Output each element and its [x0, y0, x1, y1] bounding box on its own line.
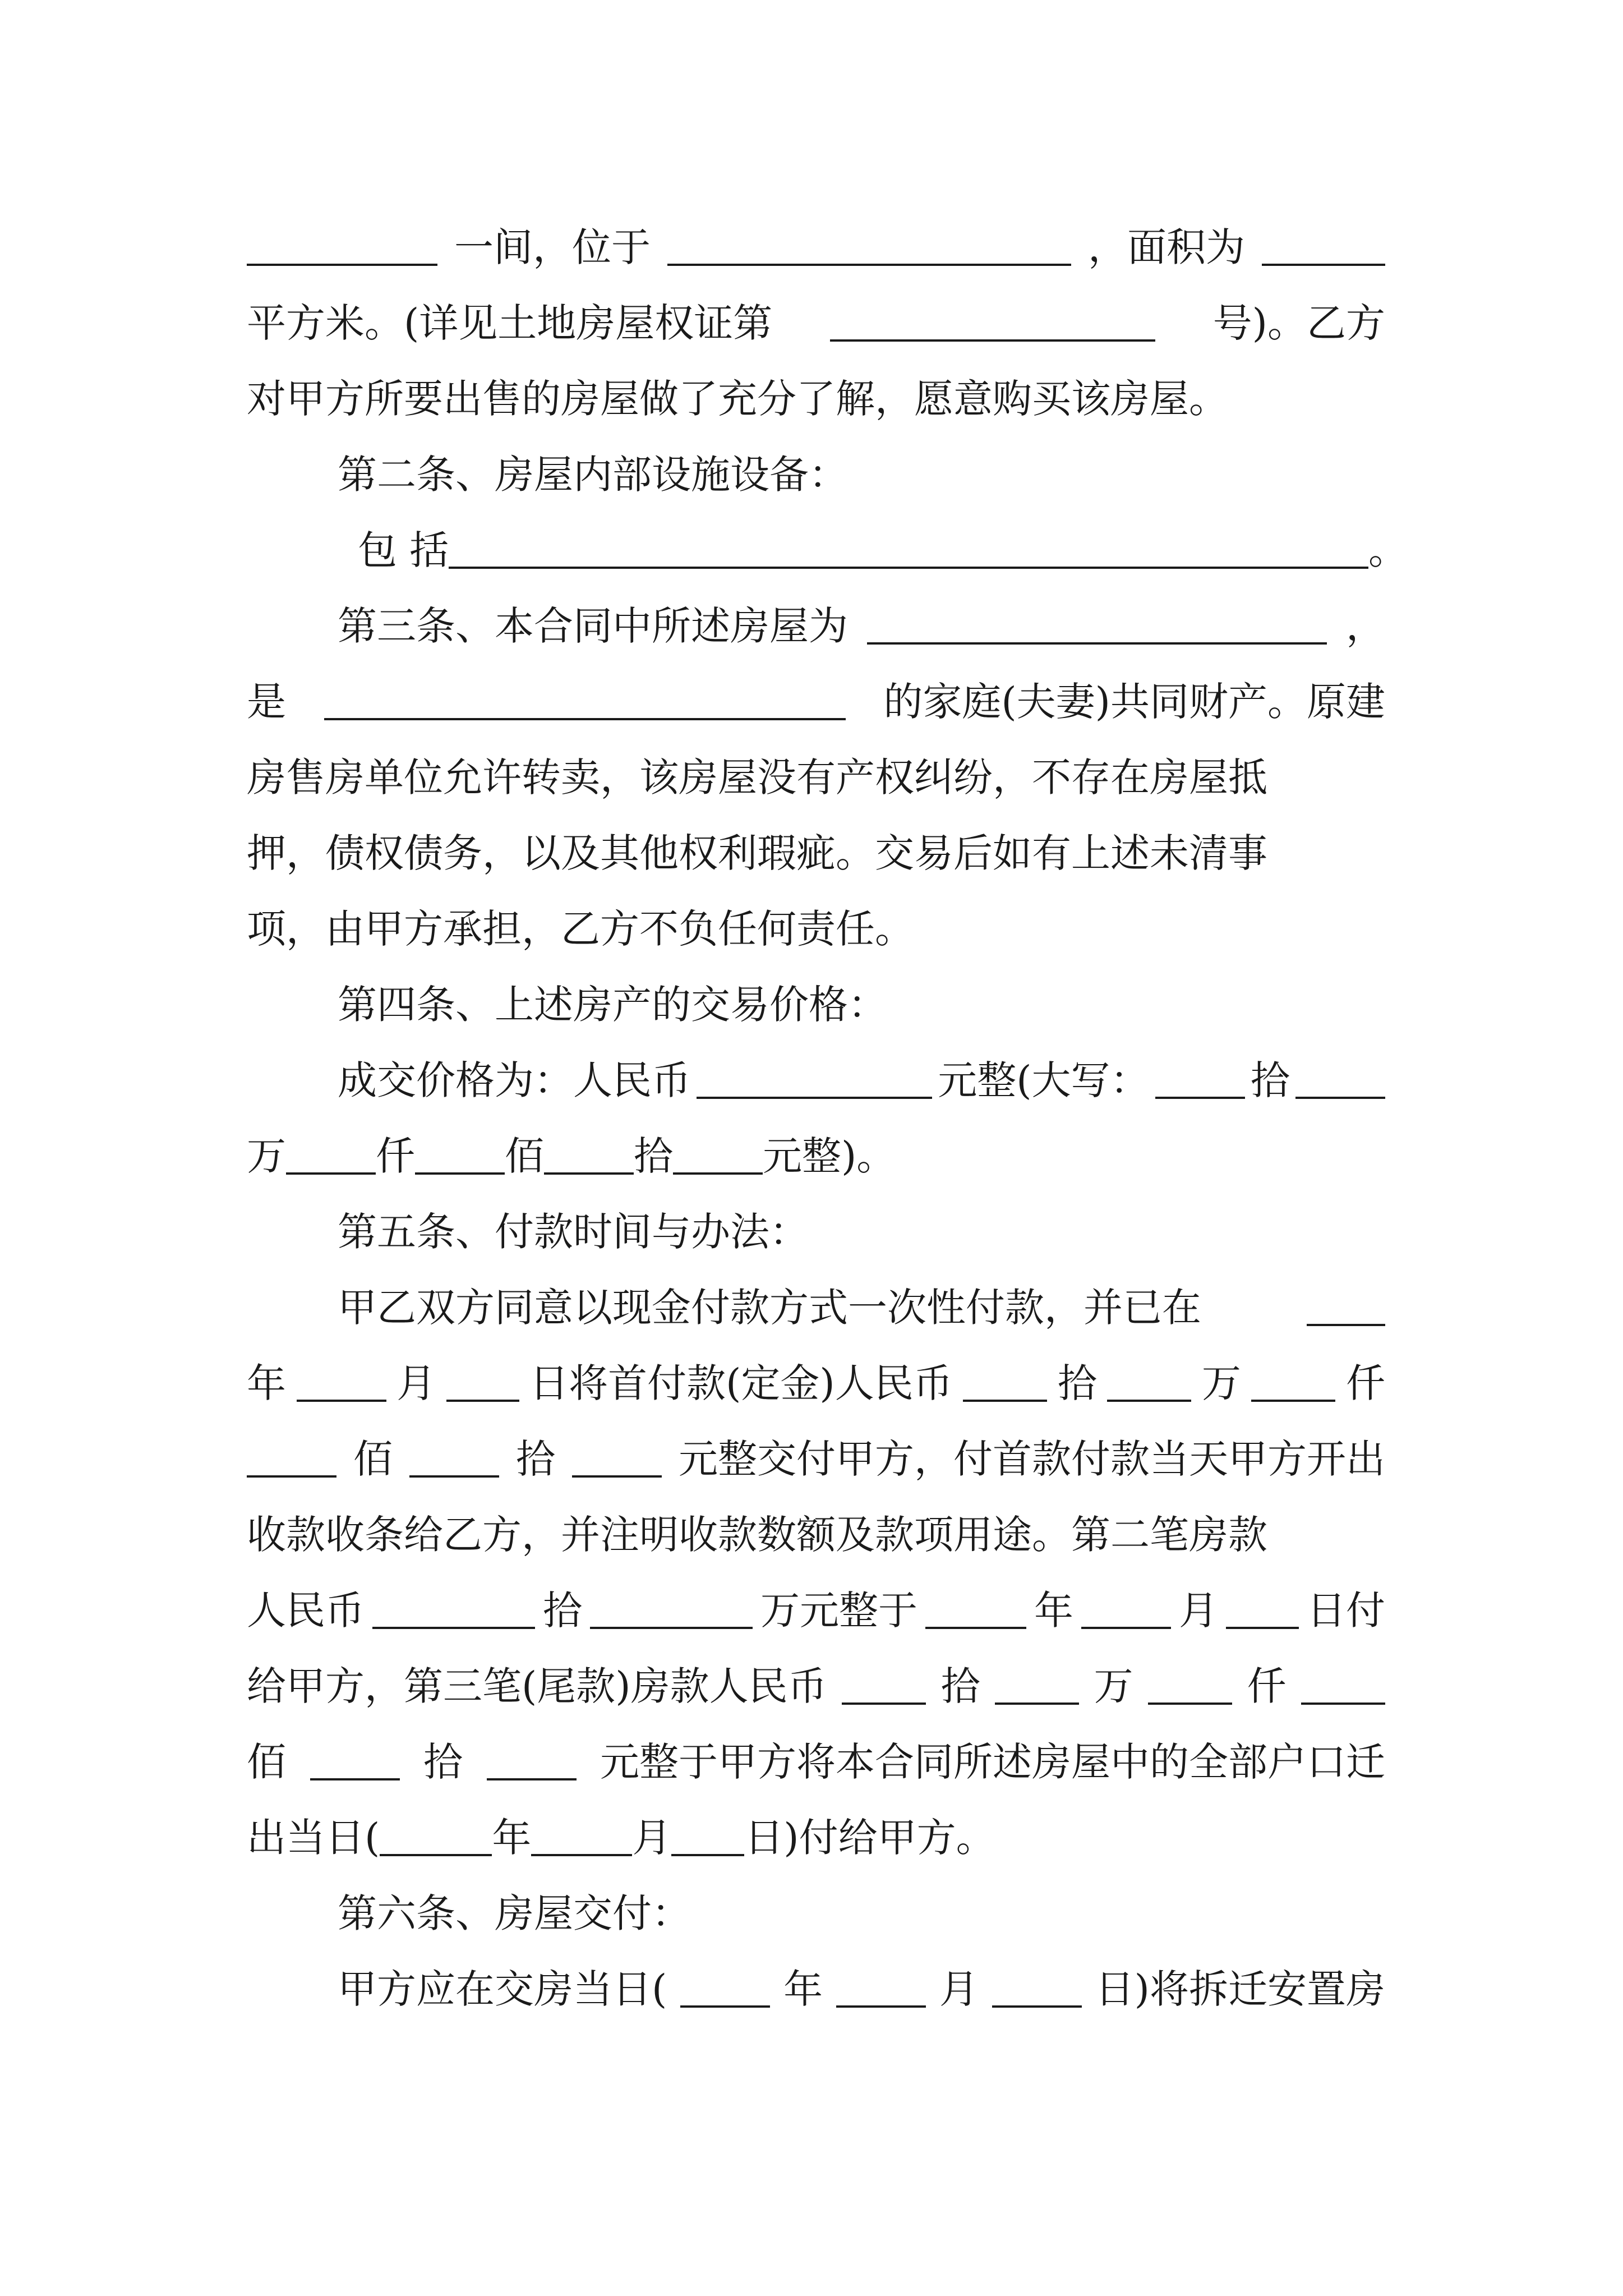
text-line: [247, 1478, 1385, 1557]
fill-blank: [310, 1778, 400, 1780]
text-segment: 对甲方所要出售的房屋做了充分了解，愿意购买该房屋。: [247, 376, 1228, 422]
text-segment: 甲方应在交房当日(: [338, 1966, 667, 2012]
text-segment: 仟: [1345, 1360, 1385, 1406]
text-segment: 佰: [247, 1739, 286, 1785]
text-segment: 日)付给甲方。: [744, 1815, 995, 1861]
fill-blank: [836, 2005, 926, 2008]
fill-blank: [544, 1172, 634, 1175]
text-segment: 的家庭(夫妻)共同财产。原建: [883, 679, 1385, 725]
text-segment: 年: [783, 1966, 823, 2012]
text-segment: 仟: [376, 1133, 415, 1179]
fill-blank: [1107, 1399, 1191, 1402]
text-segment: 月: [396, 1360, 436, 1406]
fill-blank: [1301, 1702, 1385, 1705]
fill-blank: [1307, 1323, 1385, 1326]
text-segment: 万: [1201, 1360, 1241, 1406]
fill-blank: [1155, 1096, 1245, 1099]
fill-blank: [1226, 1626, 1299, 1629]
fill-blank: [1295, 1096, 1385, 1099]
fill-blank: [372, 1626, 535, 1629]
text-line: [338, 1932, 1385, 2011]
fill-blank: [247, 263, 437, 266]
text-segment: 仟: [1247, 1663, 1287, 1709]
text-line: [247, 1099, 1385, 1178]
text-segment: 拾: [1250, 1057, 1290, 1103]
fill-blank: [590, 1626, 753, 1629]
text-segment: 成交价格为：人民币: [338, 1057, 691, 1103]
article-heading: [338, 948, 1385, 1027]
fill-blank: [992, 2005, 1082, 2008]
text-segment: 万元整于: [760, 1588, 917, 1634]
text-segment: 是: [247, 679, 286, 725]
fill-blank: [286, 1172, 376, 1175]
text-segment: 给甲方，第三笔(尾款)房款人民币: [247, 1663, 827, 1709]
text-segment: 一间，位于: [454, 224, 651, 270]
text-segment: 拾: [940, 1663, 980, 1709]
text-segment: 甲乙双方同意以现金付款方式一次性付款，并已在: [338, 1285, 1201, 1331]
text-line: [247, 191, 1385, 269]
fill-blank: [531, 1853, 632, 1856]
text-segment: 收款收条给乙方，并注明收款数额及款项用途。第二笔房款: [247, 1512, 1267, 1558]
text-segment: 年: [1034, 1588, 1073, 1634]
text-segment: 房售房单位允许转卖，该房屋没有产权纠纷，不存在房屋抵: [247, 754, 1267, 800]
text-segment: 月: [1179, 1588, 1218, 1634]
fill-blank: [297, 1399, 386, 1402]
text-segment: 平方米。(详见土地房屋权证第: [247, 300, 773, 346]
text-segment: 元整)。: [763, 1133, 896, 1179]
text-segment: 年: [492, 1815, 532, 1861]
text-line: [247, 342, 1385, 421]
fill-blank: [995, 1702, 1079, 1705]
fill-blank: [925, 1626, 1026, 1629]
text-line: [247, 1630, 1385, 1708]
text-segment: 包 括: [358, 527, 449, 573]
fill-blank: [697, 1096, 932, 1099]
text-segment: ，: [1346, 603, 1385, 649]
text-segment: 拾: [516, 1436, 555, 1482]
fill-blank: [324, 717, 846, 720]
fill-blank: [1262, 263, 1385, 266]
text-segment: 万: [247, 1133, 286, 1179]
fill-blank: [415, 1172, 505, 1175]
fill-blank: [667, 263, 1071, 266]
article-heading: [338, 1857, 1385, 1935]
text-segment: 第六条、房屋交付：: [338, 1890, 691, 1936]
text-segment: 月: [939, 1966, 979, 2012]
text-line: [247, 797, 1385, 875]
fill-blank: [1251, 1399, 1335, 1402]
text-segment: 人民币: [247, 1588, 365, 1634]
text-line: [247, 645, 1385, 724]
fill-blank: [409, 1475, 499, 1478]
fill-blank: [867, 642, 1327, 645]
fill-blank: [1081, 1626, 1171, 1629]
text-segment: 日)将拆迁安置房: [1095, 1966, 1385, 2012]
fill-blank: [446, 1399, 519, 1402]
text-line: [247, 1402, 1385, 1481]
text-segment: 拾: [1057, 1360, 1097, 1406]
text-segment: 第二条、房屋内部设施设备：: [338, 452, 848, 498]
text-line: [338, 569, 1385, 648]
fill-blank: [680, 2005, 770, 2008]
fill-blank: [673, 1172, 763, 1175]
text-segment: 佰: [353, 1436, 393, 1482]
text-segment: 第四条、上述房产的交易价格：: [338, 982, 887, 1028]
fill-blank: [449, 566, 1368, 569]
text-segment: 。: [1368, 527, 1408, 573]
fill-blank: [671, 1853, 744, 1856]
text-line: [247, 1705, 1385, 1784]
fill-blank: [247, 1475, 336, 1478]
text-segment: 佰: [505, 1133, 544, 1179]
fill-blank: [572, 1475, 662, 1478]
text-line: [247, 872, 1385, 951]
fill-blank: [842, 1702, 926, 1705]
fill-blank: [963, 1399, 1047, 1402]
text-segment: 年: [247, 1360, 286, 1406]
text-segment: 日付: [1307, 1588, 1385, 1634]
text-line: [338, 1024, 1385, 1102]
text-line: [358, 494, 1408, 572]
text-segment: 元整于甲方将本合同所述房屋中的全部户口迁: [600, 1739, 1385, 1785]
fill-blank: [830, 339, 1155, 342]
text-segment: 第三条、本合同中所述房屋为: [338, 603, 848, 649]
text-line: [247, 1781, 1385, 1860]
text-segment: 拾: [634, 1133, 673, 1179]
text-segment: 拾: [543, 1588, 582, 1634]
fill-blank: [1148, 1702, 1232, 1705]
text-segment: 万: [1094, 1663, 1133, 1709]
text-segment: ，面积为: [1088, 224, 1245, 270]
text-segment: 押，债权债务，以及其他权利瑕疵。交易后如有上述未清事: [247, 830, 1267, 876]
text-segment: 日将首付款(定金)人民币: [529, 1360, 953, 1406]
text-line: [247, 1327, 1385, 1405]
text-line: [247, 721, 1385, 799]
fill-blank: [487, 1778, 577, 1780]
text-line: [247, 1554, 1385, 1632]
text-segment: 出当日(: [247, 1815, 380, 1861]
text-segment: 元整(大写：: [938, 1057, 1150, 1103]
article-heading: [338, 418, 1385, 496]
text-segment: 第五条、付款时间与办法：: [338, 1209, 809, 1255]
article-heading: [338, 1175, 1385, 1254]
text-line: [338, 1251, 1385, 1329]
text-segment: 拾: [423, 1739, 463, 1785]
text-segment: 月: [632, 1815, 672, 1861]
text-segment: 项，由甲方承担，乙方不负任何责任。: [247, 906, 914, 952]
text-line: [247, 266, 1385, 345]
text-segment: 元整交付甲方，付首款付款当天甲方开出: [679, 1436, 1385, 1482]
fill-blank: [380, 1853, 492, 1856]
text-segment: 号)。乙方: [1212, 300, 1385, 346]
